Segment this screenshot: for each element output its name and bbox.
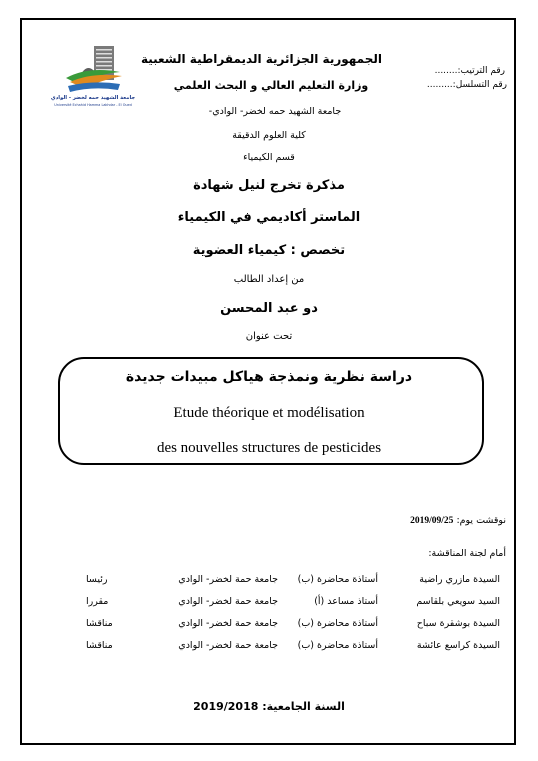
jury-rank: أستاذة محاضرة (ب) xyxy=(297,573,378,585)
student-name: دو عبد المحسن xyxy=(220,301,318,316)
logo-text-latin: Université Echahid Hamma Lakhdar - El Oued xyxy=(54,103,132,107)
jury-name: السيدة كراسع عائشة xyxy=(416,639,500,651)
jury-role: رئيسا xyxy=(86,573,108,585)
defense-date-label: نوقشت يوم: xyxy=(456,515,506,526)
jury-role: مقررا xyxy=(86,595,109,607)
jury-label: أمام لجنة المناقشة: xyxy=(428,548,506,559)
academic-year: السنة الجامعية: 2019/2018 xyxy=(193,700,345,713)
jury-name: السيد سويعي بلقاسم xyxy=(416,595,500,607)
jury-rank: أستاذة محاضرة (ب) xyxy=(297,617,378,629)
ministry-name: وزارة التعليم العالي و البحث العلمي xyxy=(173,79,369,92)
thesis-title-ar: دراسة نظرية ونمذجة هياكل مبيدات جديدة xyxy=(125,369,413,385)
memo-type: مذكرة تخرج لنيل شهادة xyxy=(193,178,345,193)
jury-name: السيدة مازري راضية xyxy=(419,573,500,585)
table-row xyxy=(86,568,500,590)
serial-label: رقم الترتيب: xyxy=(457,66,505,76)
under-title-label: تحت عنوان xyxy=(245,331,293,342)
serial-number-field xyxy=(425,66,505,76)
jury-university: جامعة حمة لخضر- الوادي xyxy=(178,573,278,585)
sequence-number-field xyxy=(417,80,507,90)
department-name: قسم الكيمياء xyxy=(243,152,295,163)
sequence-label: رقم التسلسل: xyxy=(452,80,507,90)
logo-text: جامعة الشهيد حمه لخضر - الوادي xyxy=(50,95,136,101)
specialty: تخصص : كيمياء العضوية xyxy=(192,243,346,258)
jury-table xyxy=(86,568,500,656)
defense-date: 2019/09/25 xyxy=(410,516,454,526)
jury-role: مناقشا xyxy=(86,639,113,651)
table-row xyxy=(86,612,500,634)
jury-rank: أستاذة محاضرة (ب) xyxy=(297,639,378,651)
serial-dots: ........ xyxy=(434,66,458,76)
thesis-title-fr-line2: des nouvelles structures de pesticides xyxy=(156,440,382,456)
republic-name: الجمهورية الجزائرية الديمقراطية الشعبية xyxy=(140,52,382,66)
sequence-dots: ......... xyxy=(426,80,453,90)
jury-name: السيدة بوشقرة سباح xyxy=(416,617,500,629)
table-row xyxy=(86,634,500,656)
thesis-title-fr-line1: Etude théorique et modélisation xyxy=(173,405,365,421)
university-logo xyxy=(50,42,136,110)
table-row xyxy=(86,590,500,612)
defense-date-line xyxy=(410,515,506,526)
jury-university: جامعة حمة لخضر- الوادي xyxy=(178,595,278,607)
jury-university: جامعة حمة لخضر- الوادي xyxy=(178,639,278,651)
jury-role: مناقشا xyxy=(86,617,113,629)
university-name: جامعة الشهيد حمه لخضر- الوادي- xyxy=(208,106,342,117)
degree-title: الماستر أكاديمي في الكيمياء xyxy=(177,210,361,225)
prepared-by-label: من إعداد الطالب xyxy=(233,274,305,285)
faculty-name: كلية العلوم الدقيقة xyxy=(232,130,306,141)
jury-rank: أستاذ مساعد (أ) xyxy=(314,595,378,607)
jury-university: جامعة حمة لخضر- الوادي xyxy=(178,617,278,629)
